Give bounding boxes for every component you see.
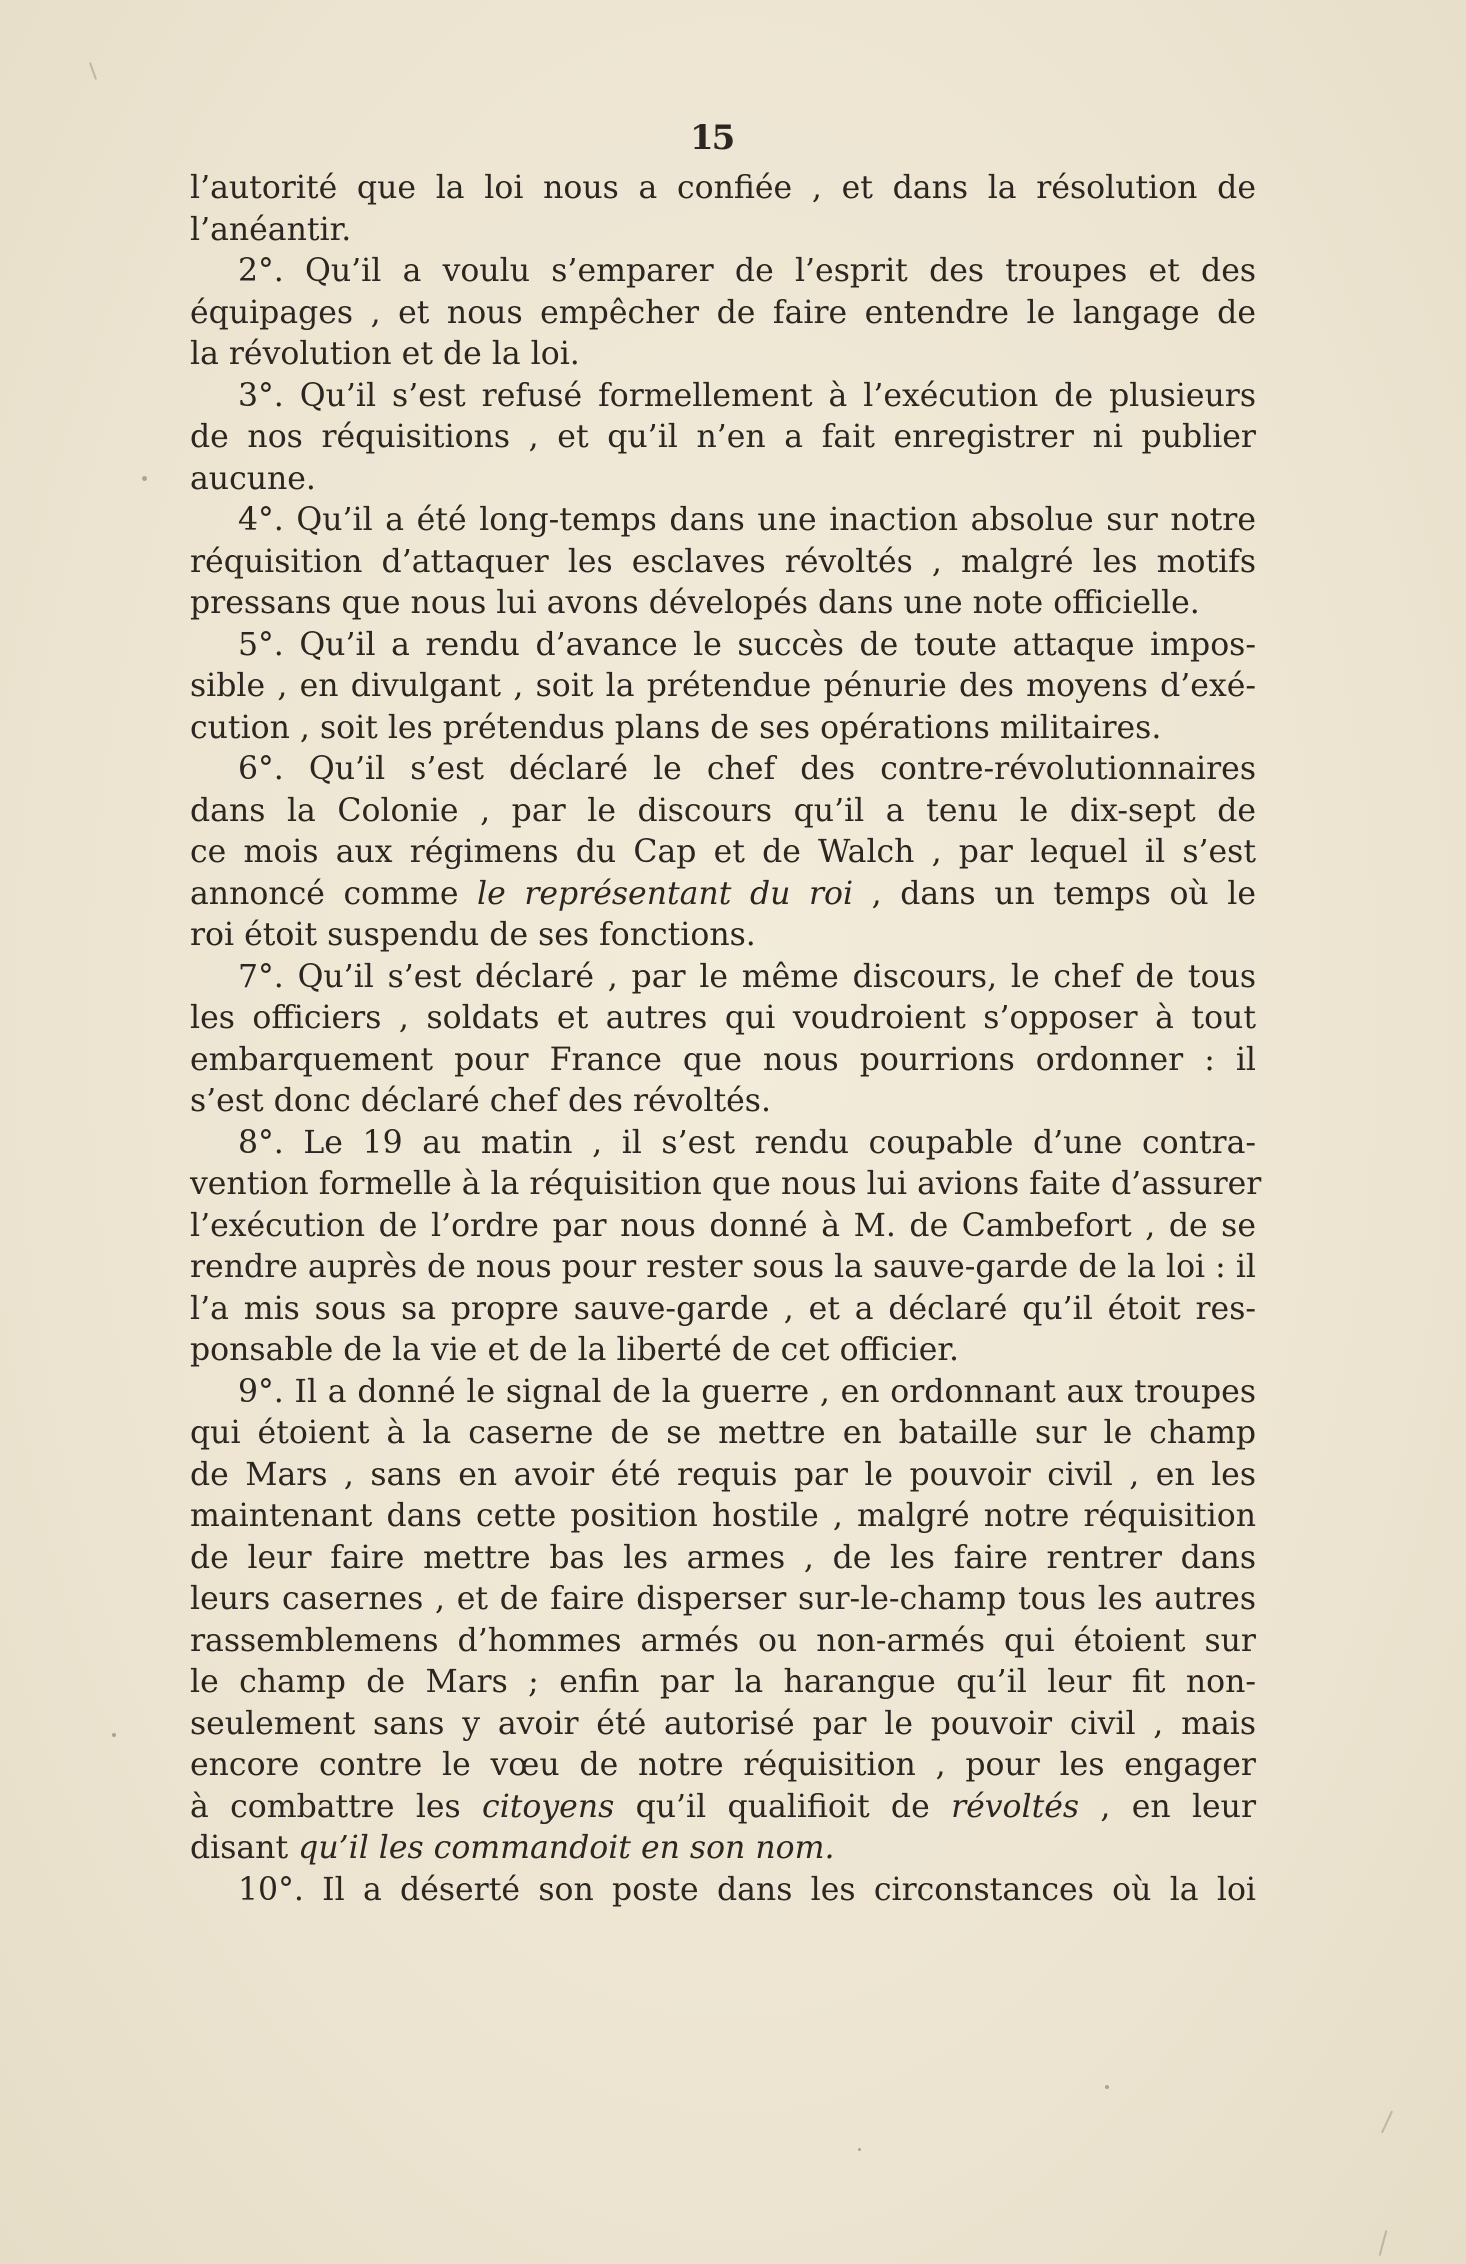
text-segment: l’anéantir. <box>190 211 352 248</box>
text-segment: l’exécution de l’ordre par nous donné à M. de Cambefort , de se <box>190 1207 1256 1244</box>
text-segment: 8°. Le 19 au matin , il s’est rendu coupable d’une contra- <box>238 1124 1256 1161</box>
text-segment: les officiers , soldats et autres qui voudroient s’opposer à tout <box>190 1000 1256 1036</box>
text-segment: l’autorité que la loi nous a confiée , et dans la résolution de <box>190 170 1256 206</box>
text-line <box>190 168 1256 210</box>
text-segment: maintenant dans cette position hostile , malgré notre réquisition <box>190 1498 1256 1534</box>
text-line <box>190 749 1256 791</box>
text-segment: de nos réquisitions , et qu’il n’en a fait enregistrer ni publier <box>190 419 1256 455</box>
text-line <box>190 1538 1256 1580</box>
text-line <box>190 791 1256 833</box>
text-segment: le champ de Mars ; enfin par la harangue qu’il leur fit non- <box>190 1664 1256 1700</box>
text-segment: annoncé comme <box>190 875 478 912</box>
text-line <box>190 459 1256 501</box>
text-line <box>190 708 1256 750</box>
text-line <box>190 1247 1256 1289</box>
text-line <box>190 1372 1256 1414</box>
text-line <box>190 1330 1256 1372</box>
text-line <box>190 1621 1256 1663</box>
italic-text-segment: révoltés <box>951 1788 1080 1825</box>
text-segment: 6°. Qu’il s’est déclaré le chef des contre-révolutionnaires <box>238 751 1256 787</box>
text-segment: rendre auprès de nous pour rester sous la sauve-garde de la loi : il <box>190 1249 1256 1285</box>
text-line <box>190 1413 1256 1455</box>
page-number: 15 <box>690 118 734 158</box>
text-line <box>190 832 1256 874</box>
text-line <box>190 334 1256 376</box>
text-line <box>190 1870 1256 1912</box>
text-segment: roi étoit suspendu de ses fonctions. <box>190 917 756 953</box>
text-line <box>190 1455 1256 1497</box>
text-segment: dans la Colonie , par le discours qu’il a tenu le dix-sept de <box>190 792 1256 829</box>
text-segment: l’a mis sous sa propre sauve-garde , et a déclaré qu’il étoit res- <box>190 1290 1256 1327</box>
text-line <box>190 1040 1256 1082</box>
text-line <box>190 666 1256 708</box>
text-segment: la révolution et de la loi. <box>190 336 580 372</box>
text-segment: 2°. Qu’il a voulu s’emparer de l’esprit des troupes et des <box>238 253 1256 289</box>
text-line <box>190 1164 1262 1206</box>
text-segment: vention formelle à la réquisition que nous lui avions faite d’assurer <box>190 1166 1262 1202</box>
italic-text-segment: qu’il les commandoit en son nom. <box>298 1830 835 1866</box>
text-line <box>190 583 1256 625</box>
text-segment: qu’il qualifioit de <box>614 1788 952 1825</box>
text-line <box>190 1496 1256 1538</box>
text-line <box>190 293 1256 335</box>
paper-speck <box>112 1733 116 1737</box>
text-line <box>190 500 1256 542</box>
text-line <box>190 1828 1256 1870</box>
text-segment: embarquement pour France que nous pourrions ordonner : il <box>190 1041 1256 1078</box>
text-segment: 4°. Qu’il a été long-temps dans une inaction absolue sur notre <box>238 502 1256 538</box>
text-line <box>190 251 1256 293</box>
italic-text-segment: le représentant du roi <box>477 875 854 912</box>
paper-mark <box>1379 2230 1388 2256</box>
text-segment: 5°. Qu’il a rendu d’avance le succès de toute attaque impos- <box>238 626 1256 663</box>
text-segment: seulement sans y avoir été autorisé par le pouvoir civil , mais <box>190 1705 1256 1742</box>
text-segment: de leur faire mettre bas les armes , de les faire rentrer dans <box>190 1539 1256 1576</box>
text-line <box>190 417 1256 459</box>
text-segment: équipages , et nous empêcher de faire entendre le langage de <box>190 294 1256 331</box>
text-segment: réquisition d’attaquer les esclaves révoltés , malgré les motifs <box>190 543 1256 580</box>
text-segment: encore contre le vœu de notre réquisition , pour les engager <box>190 1747 1256 1783</box>
italic-text-segment: citoyens <box>482 1788 615 1825</box>
text-line <box>190 1579 1256 1621</box>
text-line <box>190 1206 1256 1248</box>
text-segment: s’est donc déclaré chef des révoltés. <box>190 1083 771 1119</box>
text-segment: de Mars , sans en avoir été requis par le pouvoir civil , en les <box>190 1456 1256 1493</box>
text-segment: , en leur <box>1079 1788 1257 1825</box>
text-line <box>190 1787 1256 1829</box>
text-line <box>190 1662 1256 1704</box>
text-segment: disant <box>190 1830 299 1866</box>
text-line <box>190 1289 1256 1331</box>
text-segment: rassemblemens d’hommes armés ou non-armés qui étoient sur <box>190 1622 1256 1659</box>
body-text <box>190 168 1262 1911</box>
text-line <box>190 1745 1256 1787</box>
text-line <box>190 376 1256 418</box>
text-segment: 3°. Qu’il s’est refusé formellement à l’exécution de plusieurs <box>238 377 1256 414</box>
text-segment: ce mois aux régimens du Cap et de Walch , par lequel il s’est <box>190 834 1256 870</box>
text-line <box>190 915 1256 957</box>
paper-speck <box>858 2148 861 2151</box>
text-segment: pressans que nous lui avons dévelopés dans une note officielle. <box>190 585 1200 621</box>
text-segment: cution , soit les prétendus plans de ses opérations militaires. <box>190 709 1162 746</box>
paper-speck <box>1105 2085 1109 2089</box>
text-line <box>190 625 1256 667</box>
text-line <box>190 542 1256 584</box>
text-line <box>190 1123 1256 1165</box>
text-line <box>190 1081 1256 1123</box>
text-segment: ponsable de la vie et de la liberté de cet officier. <box>190 1332 959 1368</box>
text-segment: qui étoient à la caserne de se mettre en bataille sur le champ <box>190 1415 1256 1451</box>
text-segment: 10°. Il a déserté son poste dans les circonstances où la loi <box>238 1871 1256 1908</box>
paper-mark <box>1381 2111 1393 2134</box>
text-line <box>190 874 1256 916</box>
paper-mark <box>89 62 97 80</box>
text-segment: aucune. <box>190 460 316 497</box>
text-segment: 7°. Qu’il s’est déclaré , par le même discours, le chef de tous <box>238 958 1256 995</box>
paper-speck <box>142 476 147 481</box>
text-line <box>190 210 1256 252</box>
text-line <box>190 957 1256 999</box>
text-segment: sible , en divulgant , soit la prétendue pénurie des moyens d’exé- <box>190 668 1256 704</box>
text-segment: leurs casernes , et de faire disperser sur-le-champ tous les autres <box>190 1581 1256 1617</box>
text-segment: , dans un temps où le <box>853 875 1256 912</box>
text-segment: 9°. Il a donné le signal de la guerre , en ordonnant aux troupes <box>238 1373 1256 1410</box>
text-line <box>190 1704 1256 1746</box>
text-line <box>190 998 1256 1040</box>
text-segment: à combattre les <box>190 1788 483 1825</box>
